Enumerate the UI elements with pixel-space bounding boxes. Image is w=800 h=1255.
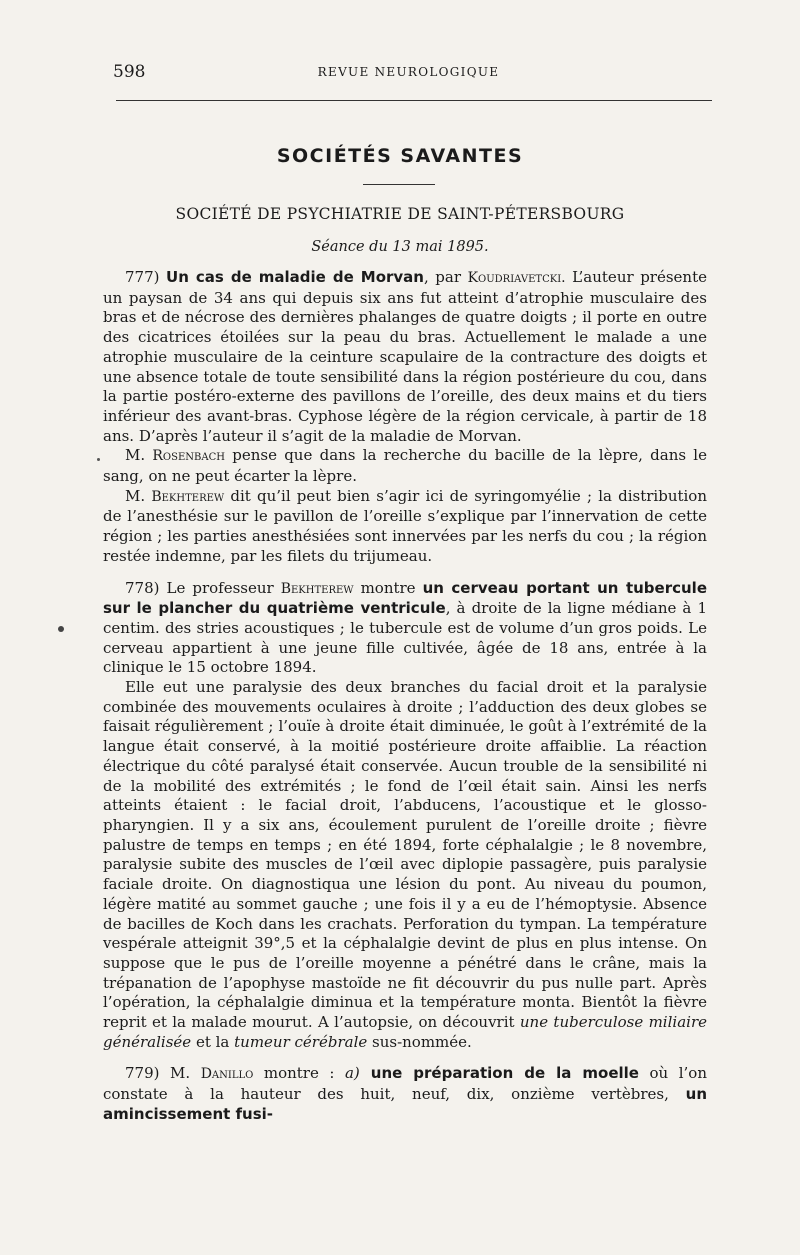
- case-777-bekhterew: [103, 487, 707, 567]
- case-author: Bekhterew: [280, 580, 354, 597]
- italic-term: une tuberculose miliaire généralisée: [103, 1013, 707, 1051]
- text: et la: [191, 1032, 235, 1051]
- case-author: Koudriavetcki.: [467, 270, 566, 286]
- case-777-rosenbach: [103, 446, 707, 486]
- case-number: 779) M.: [125, 1064, 201, 1083]
- case-778-history: [103, 678, 707, 1052]
- italic-term: tumeur cérébrale: [234, 1032, 368, 1051]
- prefix: M.: [125, 446, 153, 465]
- page-number: 598: [113, 62, 146, 82]
- case-779-heading: [103, 1064, 707, 1124]
- case-778-heading: [103, 579, 707, 679]
- prefix: M.: [125, 486, 152, 505]
- header-rule: [116, 100, 712, 101]
- text: sus-nommée.: [367, 1032, 472, 1051]
- case-connector: montre: [353, 578, 423, 597]
- case-title: un cerveau portant un tubercule sur le plancher du quatrième ventricule: [103, 578, 707, 618]
- section-title: SOCIÉTÉS SAVANTES: [276, 145, 524, 167]
- item-marker: a): [344, 1064, 360, 1083]
- speaker-name: Rosenbach: [152, 448, 225, 465]
- remark-text: dit qu’il peut bien s’agir ici de syringomyélie ; la distribution de l’anesthésie sur le pavillon de l’oreille s’explique par l’innervation de cette région ; les parties anesthésiées sont innervées par les nerfs du cou ; la région restée indemne, par les filets du trijumeau.: [103, 486, 707, 565]
- case-number: 777): [125, 268, 167, 286]
- session-date: Séance du 13 mai 1895.: [311, 239, 489, 255]
- case-title: Un cas de maladie de Morvan: [166, 268, 424, 286]
- society-title: SOCIÉTÉ DE PSYCHIATRIE DE SAINT-PÉTERSBOURG: [175, 205, 625, 223]
- case-777-heading: [103, 268, 707, 446]
- speaker-name: Bekhterew: [151, 488, 225, 505]
- case-title: une préparation de la moelle: [359, 1064, 639, 1083]
- case-paragraph: L’auteur présente un paysan de 34 ans qui depuis six ans fut atteint d’atrophie musculaire des bras et de nécrose des dernières phalanges de quatre doigts ; il porte en outre des cicatrices étoilées sur la peau du bras. Actuellement le malade a une atrophie musculaire de la ceinture scapulaire de la contracture des doigts et une absence totale de toute sensibilité dans la région postérieure du cou, dans la partie postéro-externe des pavillons de l’oreille, des deux mains et du tiers inférieur des avant-bras. Cyphose légère de la région cervicale, à partir de 18 ans. D’après l’auteur il s’agit de la maladie de Morvan.: [103, 268, 707, 445]
- case-connector: montre :: [253, 1064, 345, 1083]
- case-number: 778) Le professeur: [125, 578, 281, 597]
- article-body: [103, 268, 707, 1125]
- margin-bullet: [58, 626, 64, 632]
- title-divider: [363, 184, 435, 185]
- scan-speck: [97, 458, 100, 461]
- case-paragraph: où l’on constate à la hauteur des huit, neuf, dix, onzième vertèbres,: [103, 1064, 707, 1104]
- remark-text: pense que dans la recherche du bacille de la lèpre, dans le sang, on ne peut écarter la lèpre.: [103, 446, 707, 486]
- page-header: [113, 62, 704, 90]
- case-author: Danillo: [200, 1066, 254, 1083]
- case-title: un amincissement fusi-: [103, 1085, 707, 1123]
- case-paragraph: , à droite de la ligne médiane à 1 centim. des stries acoustiques ; le tubercule est de volume d’un gros poids. Le cerveau appartient à une jeune fille cultivée, âgée de 18 ans, entrée à la clinique le 15 octobre 1894.: [103, 599, 708, 677]
- case-paragraph: Elle eut une paralysie des deux branches du facial droit et la paralysie combinée des mouvements oculaires à droite ; l’adduction des deux globes se faisait régulièrement ; l’ouïe à droite était diminuée, le goût à l’extrémité de la langue était conservé, à la moitié postérieure droite affaiblie. La réaction électrique du côté paralysé était conservée. Aucun trouble de la sensibilité ni de la mobilité des extrémités ; le fond de l’œil était sain. Ainsi les nerfs atteints étaient : le facial droit, l’abducens, l’acoustique et le glosso-pharyngien. Il y a six ans, écoulement purulent de l’oreille droite ; fièvre palustre de temps en temps ; en été 1894, forte céphalalgie ; le 8 novembre, paralysie subite des muscles de l’œil avec diplopie passagère, puis paralysie faciale droite. On diagnostiqua une lésion du pont. Au niveau du poumon, légère matité au sommet gauche ; une fois il y a eu de l’hémoptysie. Absence de bacilles de Koch dans les crachats. Perforation du tympan. La température vespérale atteignit 39°,5 et la céphalalgie devint de plus en plus intense. On suppose que le pus de l’oreille moyenne a pénétré dans le crâne, mais la trépanation de l’apophyse mastoïde ne fit découvrir du pus nulle part. Après l’opération, la céphalalgie diminua et la température monta. Bientôt la fièvre reprit et la malade mourut. A l’autopsie, on découvrit: [103, 678, 707, 1032]
- running-head: REVUE NEUROLOGIQUE: [317, 65, 500, 79]
- case-by: , par: [423, 268, 468, 286]
